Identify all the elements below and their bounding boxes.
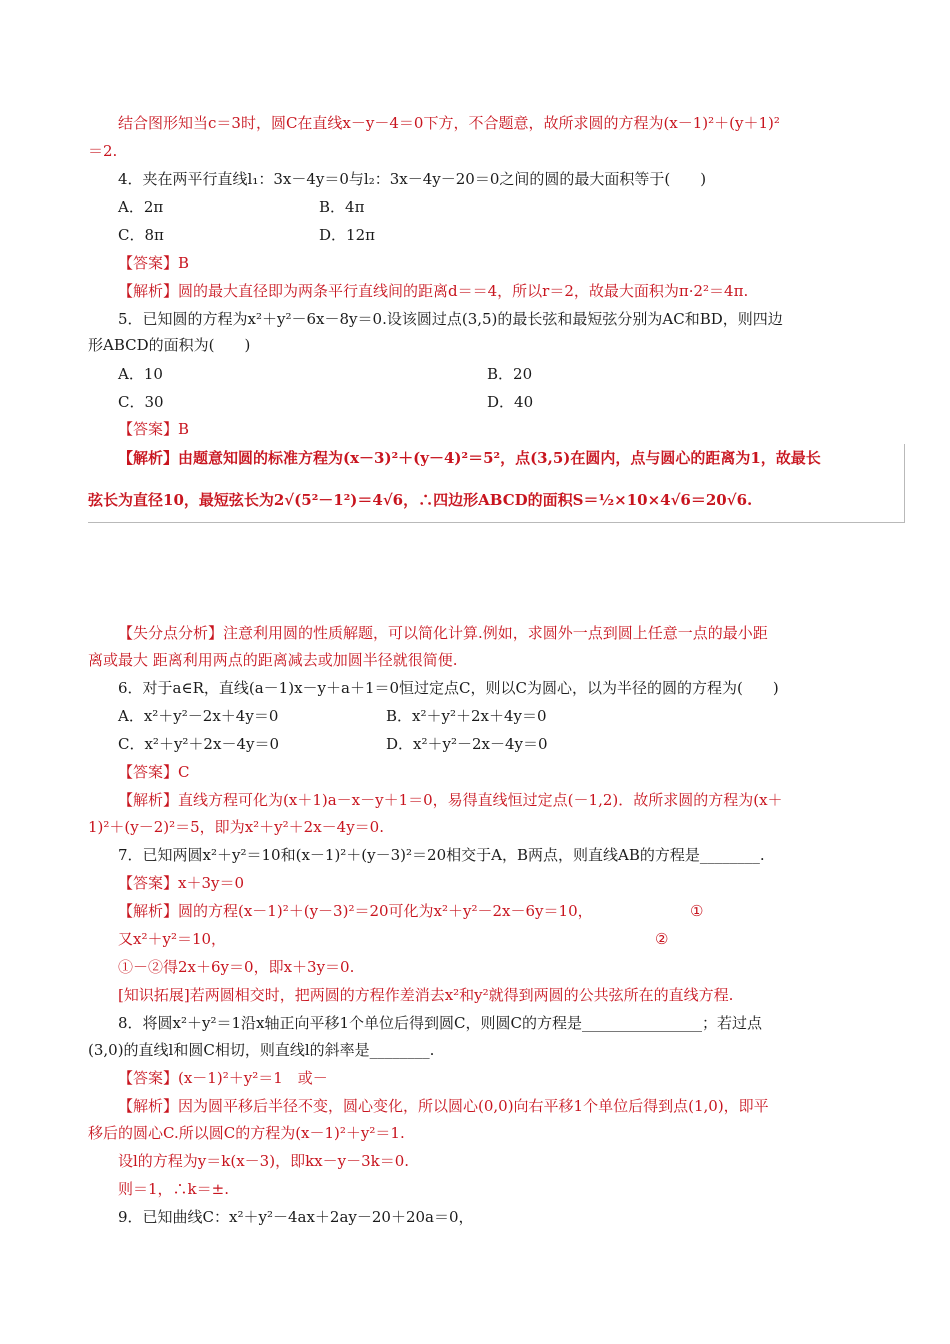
answer: 【答案】(x－1)²＋y²＝1 或－ <box>118 1069 328 1087</box>
option-d: D．12π <box>319 226 375 244</box>
question-9: 9．已知曲线C：x²＋y²－4ax＋2ay－20＋20a＝0， <box>118 1208 474 1226</box>
option-d: D．40 <box>487 393 534 411</box>
explanation-cont: 移后的圆心C.所以圆C的方程为(x－1)²＋y²＝1. <box>88 1124 405 1142</box>
error-analysis: 【失分点分析】注意利用圆的性质解题，可以简化计算.例如，求圆外一点到圆上任意一点的最小距 <box>118 624 768 642</box>
solution-line: ＝2. <box>88 142 118 160</box>
explanation-cont: 又x²＋y²＝10， <box>118 930 227 948</box>
question-5: 5．已知圆的方程为x²＋y²－6x－8y＝0.设该圆过点(3,5)的最长弦和最短弦分别为AC和BD，则四边 <box>118 310 783 328</box>
explanation-cont: 弦长为直径10，最短弦长为2√(5²－1²)＝4√6，∴四边形ABCD的面积S＝½×10×4√6＝20√6. <box>88 491 753 509</box>
equation-marker: ② <box>655 930 669 948</box>
answer: 【答案】B <box>118 254 190 272</box>
option-a: A．10 <box>118 365 163 383</box>
explanation: 【解析】圆的方程(x－1)²＋(y－3)²＝20可化为x²＋y²－2x－6y＝10， <box>118 902 593 920</box>
option-c: C．8π <box>118 226 164 244</box>
equation-marker: ① <box>690 902 704 920</box>
question-8-cont: (3,0)的直线l和圆C相切，则直线l的斜率是________. <box>88 1041 435 1059</box>
answer: 【答案】B <box>118 420 190 438</box>
explanation-cont: ①－②得2x＋6y＝0，即x＋3y＝0. <box>118 958 355 976</box>
explanation-cont: 设l的方程为y＝k(x－3)，即kx－y－3k＝0. <box>118 1152 410 1170</box>
option-c: C．30 <box>118 393 164 411</box>
error-analysis-cont: 离或最大 距离利用两点的距离减去或加圆半径就很简便. <box>88 651 458 669</box>
question-4: 4．夹在两平行直线l₁：3x－4y＝0与l₂：3x－4y－20＝0之间的圆的最大面积等于( ) <box>118 170 707 188</box>
knowledge-extension: [知识拓展]若两圆相交时，把两圆的方程作差消去x²和y²就得到两圆的公共弦所在的直线方程. <box>118 986 734 1004</box>
option-b: B．x²＋y²＋2x＋4y＝0 <box>386 707 547 725</box>
option-b: B．20 <box>487 365 533 383</box>
option-b: B．4π <box>319 198 365 216</box>
explanation: 【解析】圆的最大直径即为两条平行直线间的距离d＝＝4，所以r＝2，故最大面积为π·2²＝4π. <box>118 282 749 300</box>
option-a: A．x²＋y²－2x＋4y＝0 <box>118 707 279 725</box>
option-c: C．x²＋y²＋2x－4y＝0 <box>118 735 280 753</box>
question-7: 7．已知两圆x²＋y²＝10和(x－1)²＋(y－3)²＝20相交于A，B两点，则直线AB的方程是________. <box>118 846 765 864</box>
explanation-cont: 1)²＋(y－2)²＝5，即为x²＋y²＋2x－4y＝0. <box>88 818 384 836</box>
explanation-box <box>88 444 905 523</box>
explanation: 【解析】因为圆平移后半径不变，圆心变化，所以圆心(0,0)向右平移1个单位后得到点(1,0)，即平 <box>118 1097 769 1115</box>
explanation: 【解析】由题意知圆的标准方程为(x－3)²＋(y－4)²＝5²，点(3,5)在圆内，点与圆心的距离为1，故最长 <box>118 449 821 467</box>
option-d: D．x²＋y²－2x－4y＝0 <box>386 735 548 753</box>
solution-line: 结合图形知当c＝3时，圆C在直线x－y－4＝0下方，不合题意，故所求圆的方程为(x－1)²＋(y＋1)² <box>118 114 780 132</box>
answer: 【答案】x＋3y＝0 <box>118 874 245 892</box>
question-6: 6．对于a∈R，直线(a－1)x－y＋a＋1＝0恒过定点C，则以C为圆心，以为半径的圆的方程为( ) <box>118 679 779 697</box>
explanation: 【解析】直线方程可化为(x＋1)a－x－y＋1＝0，易得直线恒过定点(－1,2)．故所求圆的方程为(x＋ <box>118 791 783 809</box>
question-8: 8．将圆x²＋y²＝1沿x轴正向平移1个单位后得到圆C，则圆C的方程是________________；若过点 <box>118 1014 763 1032</box>
question-5-cont: 形ABCD的面积为( ) <box>88 336 251 354</box>
explanation-cont: 则＝1，∴k＝±. <box>118 1180 229 1198</box>
answer: 【答案】C <box>118 763 190 781</box>
option-a: A．2π <box>118 198 164 216</box>
